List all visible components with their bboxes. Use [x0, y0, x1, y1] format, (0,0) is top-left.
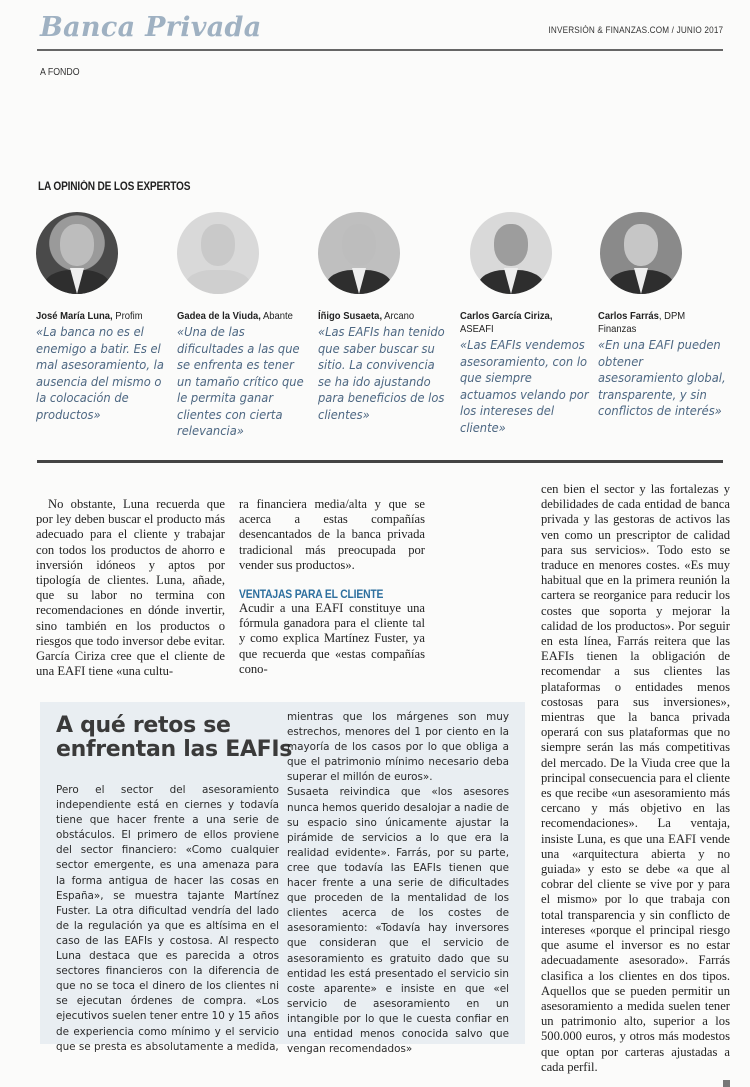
- expert-name: Íñigo Susaeta,: [318, 310, 383, 322]
- expert-name-line: [177, 310, 303, 323]
- section-divider: [37, 460, 723, 463]
- sidebar-paragraph: mientras que los márgenes son muy estrechos, menores del 1 por ciento en la mayoría de los casos por lo que obliga a que el patrimonio mínimo necesario deba superar el millón de euros».: [287, 711, 509, 784]
- expert-card: [36, 212, 176, 423]
- expert-name: José María Luna,: [36, 310, 113, 322]
- article-paragraph: ra financiera media/alta y que se acerca a estas compañías desencantados de la banca privada tradicional más preocupada por vender sus productos».: [239, 497, 425, 572]
- sidebar-box: [40, 702, 525, 1056]
- expert-photo: [177, 212, 259, 294]
- expert-org: ASEAFI: [460, 323, 494, 335]
- expert-card: [460, 212, 600, 436]
- expert-name-line: [36, 310, 162, 323]
- expert-name-line: [318, 310, 444, 323]
- publication-meta: INVERSIÓN & FINANZAS.COM / JUNIO 2017: [548, 25, 723, 36]
- experts-heading: LA OPINIÓN DE LOS EXPERTOS: [38, 181, 191, 193]
- expert-org: , DPM Finanzas: [598, 310, 686, 335]
- expert-org: Profim: [112, 310, 143, 322]
- header-rule: [37, 49, 723, 51]
- expert-name: Carlos García Ciriza,: [460, 310, 553, 322]
- expert-quote: «Una de las dificultades a las que se enfrenta es tener un tamaño crítico que le permita ganar clientes con cierta relevancia»: [177, 324, 304, 438]
- sidebar-paragraph: Susaeta reivindica que «los asesores nunca hemos querido desalojar a nadie de su espacio sino únicamente ajustar la pirámide de servicios a lo que era la realidad evidente». Farrás, por su parte, cree que todavía las EAFIs tienen que hacer frente a una serie de dificultades que proceden de la mentalidad de los clientes acerca de los costes de asesoramiento: «Todavía hay inversores que consideran que el servicio de asesoramiento es gratuito dado que su entidad les está presentado el servicio sin coste aparente» e insiste en que «el servicio de asesoramiento en un intangible por lo que le cuesta confiar en una entidad menos conocida salvo que vengan recomendados»: [287, 786, 509, 1056]
- expert-org: Arcano: [382, 310, 415, 322]
- experts-row: [36, 212, 726, 442]
- section-kicker: A FONDO: [40, 67, 80, 78]
- end-of-article-icon: [723, 1080, 730, 1087]
- expert-photo: [470, 212, 552, 294]
- expert-card: [318, 212, 458, 423]
- expert-name: Carlos Farrás: [598, 310, 659, 322]
- article-column-2: [239, 497, 425, 677]
- expert-photo: [318, 212, 400, 294]
- expert-quote: «Las EAFIs vendemos asesoramiento, con lo que siempre actuamos velando por los intereses del cliente»: [460, 337, 589, 435]
- sidebar-column-1: Pero el sector del asesoramiento independiente está en ciernes y todavía tiene que hacer frente a una serie de obstáculos. El primero de ellos proviene del sector financiero: «Como cualquier sector emergente, es una amenaza para la forma antigua de hacer las cosas en España», se muestra tajante Martínez Fuster. La otra dificultad vendría del lado de la regulación ya que es altísima en el caso de las EAFIs y costosa. Al respecto Luna destaca que es parecida a otros sectores financieros con la diferencia de que no se toca el dinero de los clientes ni se ejecutan órdenes de compra. «Los ejecutivos suelen tener entre 10 y 15 años de experiencia como mínimo y el servicio que se presta es absolutamente a medida,: [56, 784, 279, 1053]
- article-subhead: VENTAJAS PARA EL CLIENTE: [239, 589, 384, 602]
- expert-quote: «En una EAFI pueden obtener asesoramiento global, transparente, y sin conflictos de interés»: [598, 337, 726, 418]
- expert-card: [177, 212, 317, 440]
- expert-quote: «Las EAFIs han tenido que saber buscar su sitio. La convivencia se ha ido ajustando para beneficios de los clientes»: [318, 324, 445, 422]
- expert-photo: [600, 212, 682, 294]
- article-column-3: [541, 482, 730, 1087]
- article-column-1: No obstante, Luna recuerda que por ley deben buscar el producto más adecuado para el cliente y trabajar con todos los productos de ahorro e inversión idóneos y aptos por tipología de clientes. Luna, añade, que su labor no termina con recomendaciones en dónde invertir, sino también en los productos o riesgos que todo inversor debe evitar. García Ciriza cree que el cliente de una EAFI tiene «una cultu-: [36, 497, 225, 679]
- expert-photo: [36, 212, 118, 294]
- expert-name: Gadea de la Viuda,: [177, 310, 261, 322]
- sidebar-title: A qué retos se enfrentan las EAFIs: [56, 713, 293, 762]
- article-paragraph: Acudir a una EAFI constituye una fórmula ganadora para el cliente tal y como explica Martínez Fuster, ya que recuerda que «estas compañías cono-: [239, 601, 425, 676]
- article-paragraph: cen bien el sector y las fortalezas y debilidades de cada entidad de banca privada y las gestoras de activos las ven como un prescriptor de calidad para sus servicios». Todo esto se traduce en menores costes. «Es muy habitual que en la primera reunión la cartera se reorganice para reducir los costes que soporta y mejorar la calidad de los productos». Por seguir en esta línea, Farrás reitera que las EAFIs tienen la obligación de recomendar a sus clientes las plataformas o entidades menos costosas para sus inversiones», mientras que la banca privada operará con sus plataformas que no siempre serán las más competitivas del mercado. De la Viuda cree que la principal consecuencia para el cliente es que recibe «un asesoramiento más cercano y más objetivo en las recomendaciones». La ventaja, insiste Luna, es que una EAFI vende una «arquitectura abierta y no guiada» y esto se debe «a que al cobrar del cliente se vive por y para el mismo» por lo que trabaja con total transparencia y sin conflicto de intereses «porque el principal riesgo que asume el inversor es no estar adecuadamente asesorado». Farrás clasifica a los clientes en dos tipos. Aquellos que se pueden permitir un asesoramiento a medida suelen tener un patrimonio alto, superior a los 500.000 euros, y otros más modestos que optan por carteras ajustadas a cada perfil.: [541, 482, 730, 1074]
- section-title: Banca Privada: [40, 12, 262, 43]
- expert-name-line: [460, 310, 568, 336]
- expert-org: Abante: [260, 310, 293, 322]
- expert-quote: «La banca no es el enemigo a batir. Es el mal asesoramiento, la ausencia del mismo o la colocación de productos»: [36, 324, 164, 422]
- sidebar-column-2: [287, 710, 509, 1057]
- expert-card: [598, 212, 738, 420]
- expert-name-line: [598, 310, 711, 336]
